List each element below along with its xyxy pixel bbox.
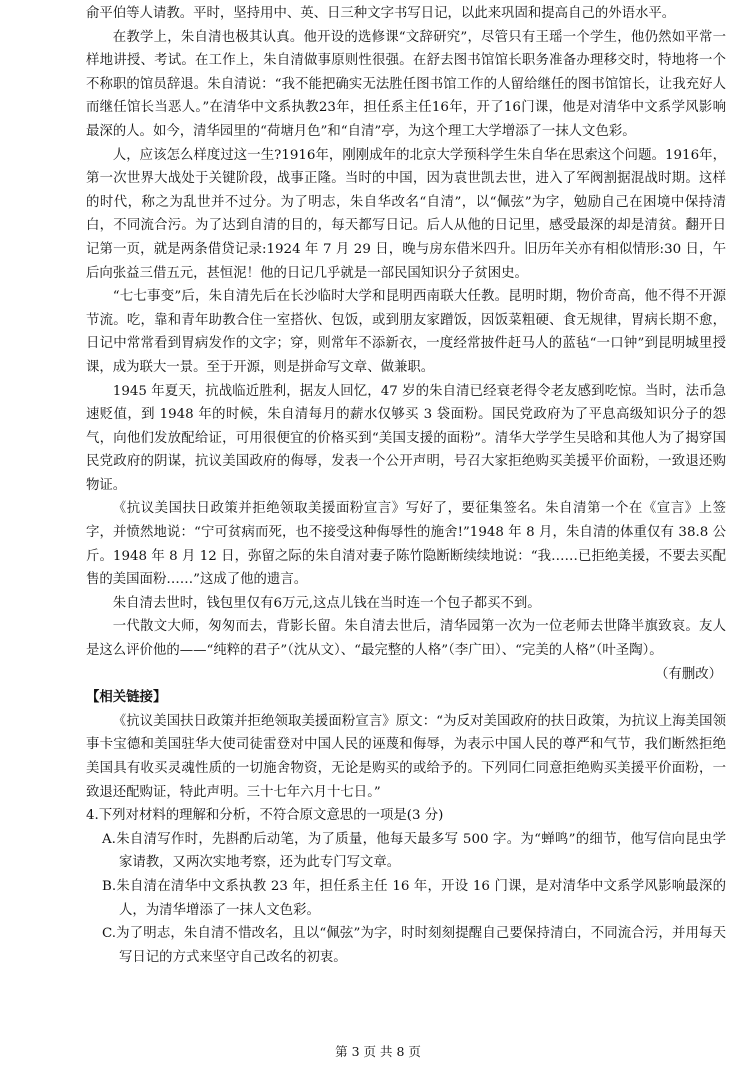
paragraph-7: 朱自清去世时，钱包里仅有6万元,这点儿钱在当时连一个包子都买不到。: [112, 595, 541, 611]
option-a: A.朱自清写作时，先斟酌后动笔，为了质量，他每天最多写 500 字。为“蝉鸣”的细节，他写信向昆虫学家请教，又两次实地考察，还为此专门写文章。: [102, 831, 726, 871]
paragraph-3: 人，应该怎么样度过这一生?1916年，刚刚成年的北京大学预科学生朱自华在思索这个问题。1916年，第一次世界大战处于关键阶段，战事正隆。当时的中国，因为袁世凯去世，进入了军阀割据混战时期。这样的时代，称之为乱世并不过分。为了明志，朱自华改名“自清”，以“佩弦”为字，勉励自己在困境中保持清白，不同流合污。为了达到自清的目的，每天都写日记。后人从他的日记里，感受最深的却是清贫。翻开日记第一页，就是两条借贷记录:1924 年 7 月 29 日，晚与房东借米四升。旧历年关亦有相似情形:30 日，午后向张益三借五元，甚恒泥！他的日记几乎就是一部民国知识分子贫困史。: [86, 147, 726, 281]
page-number: 第 3 页 共 8 页: [335, 1044, 421, 1059]
paragraph-6: 《抗议美国扶日政策并拒绝领取美援面粉宣言》写好了，要征集签名。朱自清第一个在《宣言》上签字，并愤然地说：“宁可贫病而死，也不接受这种侮辱性的施舍!”1948 年 8 月，朱自清的体重仅有 38.8 公斤。1948 年 8 月 12 日，弥留之际的朱自清对妻子陈竹隐断断续续地说：“我……已拒绝美援，不要去买配售的美国面粉……”这成了他的遗言。: [86, 501, 726, 588]
edit-note: （有删改）: [655, 666, 722, 682]
option-b: B.朱自清在清华中文系执教 23 年，担任系主任 16 年，开设 16 门课，是对清华中文系学风影响最深的人，为清华增添了一抹人文色彩。: [102, 878, 726, 918]
paragraph-2: 在教学上，朱自清也极其认真。他开设的选修课“文辞研究”，尽管只有王瑶一个学生，他仍然如平常一样地讲授、考试。在工作上，朱自清做事原则性很强。在舒去图书馆馆长职务准备办理移交时，特地将一个不称职的馆员辞退。朱自清说：“我不能把确实无法胜任图书馆工作的人留给继任的图书馆馆长，让我充好人而继任馆长当恶人。”在清华中文系执教23年，担任系主任16年，开了16门课，他是对清华中文系学风影响最深的人。如今，清华园里的“荷塘月色”和“自清”亭，为这个理工大学增添了一抹人文色彩。: [86, 29, 726, 139]
paragraph-4: “七七事变”后，朱自清先后在长沙临时大学和昆明西南联大任教。昆明时期，物价奇高，他不得不开源节流。吃，靠和青年助教合住一室搭伙、包饭，或到朋友家蹭饭，因饭菜粗硬、食无规律，胃病长期不愈，日记中常常看到胃病发作的文字；穿，则常年不添新衣，一度经常披件赶马人的蓝毡“一口钟”到昆明城里授课，成为联大一景。至于开源，则是拼命写文章、做兼职。: [86, 289, 726, 375]
paragraph-8: 一代散文大师，匆匆而去，背影长留。朱自清去世后，清华园第一次为一位老师去世降半旗致哀。友人是这么评价他的——“纯粹的君子”（沈从文）、“最完整的人格”（李广田）、“完美的人格”（叶圣陶）。: [86, 619, 726, 659]
paragraph-1: 俞平伯等人请教。平时，坚持用中、英、日三种文字书写日记，以此来巩固和提高自己的外语水平。: [86, 6, 676, 21]
question-stem: 4.下列对材料的理解和分析，不符合原文意思的一项是(3 分): [86, 808, 444, 824]
paragraph-5: 1945 年夏天，抗战临近胜利，据友人回忆，47 岁的朱自清已经衰老得令老友感到吃惊。当时，法币急速贬值，到 1948 年的时候，朱自清每月的薪水仅够买 3 袋面粉。国民党政府为了平息高级知识分子的怨气，向他们发放配给证，可用很便宜的价格买到“美国支援的面粉”。清华大学学生吴晗和其他人为了揭穿国民党政府的阴谋，抗议美国政府的侮辱，发表一个公开声明，号召大家拒绝购买美援平价面粉，一致退还购物证。: [86, 383, 726, 493]
option-c: C.为了明志，朱自清不惜改名，且以“佩弦”为字，时时刻刻提醒自己要保持清白，不同流合污，并用每天写日记的方式来坚守自己改名的初衷。: [102, 926, 726, 965]
related-link-heading: 【相关链接】: [86, 689, 167, 706]
related-link-text: 《抗议美国扶日政策并拒绝领取美援面粉宣言》原文：“为反对美国政府的扶日政策，为抗议上海美国领事卡宝德和美国驻华大使司徒雷登对中国人民的诬蔑和侮辱，为表示中国人民的尊严和气节，我们断然拒绝美国具有收买灵魂性质的一切施舍物资，无论是购买的或给予的。下列同仁同意拒绝购买美援平价面粉，一致退还配购证，特此声明。三十七年六月十七日。”: [86, 713, 726, 800]
